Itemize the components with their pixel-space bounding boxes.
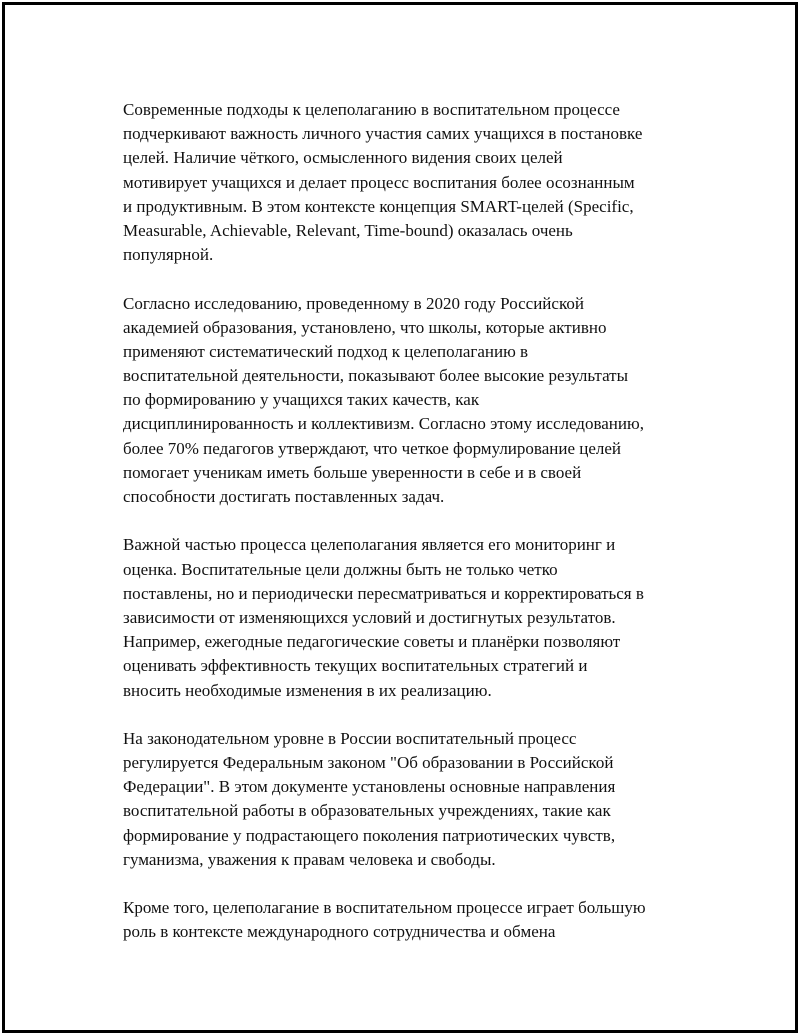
- paragraph-spacer: [123, 509, 703, 533]
- paragraph-line: оценивать эффективность текущих воспитательных стратегий и: [123, 656, 588, 676]
- paragraph-line: оценка. Воспитательные цели должны быть не только четко: [123, 559, 558, 579]
- paragraph-line: гуманизма, уважения к правам человека и свободы.: [123, 849, 496, 869]
- paragraph-line: мотивирует учащихся и делает процесс воспитания более осознанным: [123, 172, 635, 192]
- paragraph-line: академией образования, установлено, что школы, которые активно: [123, 317, 607, 337]
- paragraph-line: роль в контексте международного сотрудничества и обмена: [123, 922, 556, 942]
- paragraph-line: Кроме того, целеполагание в воспитательном процессе играет большую: [123, 898, 646, 918]
- paragraph-spacer: [123, 872, 703, 896]
- paragraph-line: и продуктивным. В этом контексте концепция SMART-целей (Specific,: [123, 196, 634, 216]
- paragraph-line: воспитательной деятельности, показывают более высокие результаты: [123, 366, 629, 386]
- document-body: [123, 98, 703, 945]
- paragraph-line: Measurable, Achievable, Relevant, Time-bound) оказалась очень: [123, 220, 573, 240]
- paragraph-line: более 70% педагогов утверждают, что четкое формулирование целей: [123, 438, 622, 458]
- paragraph-line: воспитательной работы в образовательных учреждениях, такие как: [123, 801, 611, 821]
- paragraph-line: популярной.: [123, 245, 214, 265]
- paragraph-line: по формированию у учащихся таких качеств, как: [123, 390, 480, 410]
- paragraph-line: регулируется Федеральным законом "Об образовании в Российской: [123, 753, 614, 773]
- paragraph-line: формирование у подрастающего поколения патриотических чувств,: [123, 825, 616, 845]
- paragraph-line: подчеркивают важность личного участия самих учащихся в постановке: [123, 124, 643, 144]
- paragraph-line: способности достигать поставленных задач.: [123, 487, 445, 506]
- paragraph-line: вносить необходимые изменения в их реализацию.: [123, 680, 492, 700]
- paragraph-spacer: [123, 267, 703, 291]
- paragraph-line: помогает ученикам иметь больше уверенности в себе и в своей: [123, 462, 582, 482]
- paragraph-line: применяют систематический подход к целеполаганию в: [123, 341, 529, 361]
- paragraph-2: [123, 292, 703, 510]
- paragraph-line: Например, ежегодные педагогические советы и планёрки позволяют: [123, 632, 621, 652]
- paragraph-line: дисциплинированность и коллективизм. Согласно этому исследованию,: [123, 414, 644, 434]
- paragraph-line: Федерации". В этом документе установлены основные направления: [123, 777, 616, 797]
- paragraph-line: Важной частью процесса целеполагания является его мониторинг и: [123, 535, 616, 555]
- paragraph-line: Согласно исследованию, проведенному в 2020 году Российской: [123, 293, 584, 313]
- paragraph-line: зависимости от изменяющихся условий и достигнутых результатов.: [123, 607, 616, 627]
- paragraph-5: [123, 896, 703, 944]
- paragraph-spacer: [123, 703, 703, 727]
- paragraph-line: Современные подходы к целеполаганию в воспитательном процессе: [123, 100, 620, 119]
- paragraph-line: целей. Наличие чёткого, осмысленного видения своих целей: [123, 148, 563, 168]
- paragraph-3: [123, 533, 703, 702]
- page-frame: [2, 2, 798, 1033]
- paragraph-line: поставлены, но и периодически пересматриваться и корректироваться в: [123, 583, 644, 603]
- paragraph-line: На законодательном уровне в России воспитательный процесс: [123, 728, 577, 748]
- paragraph-1: [123, 98, 703, 267]
- paragraph-4: [123, 727, 703, 872]
